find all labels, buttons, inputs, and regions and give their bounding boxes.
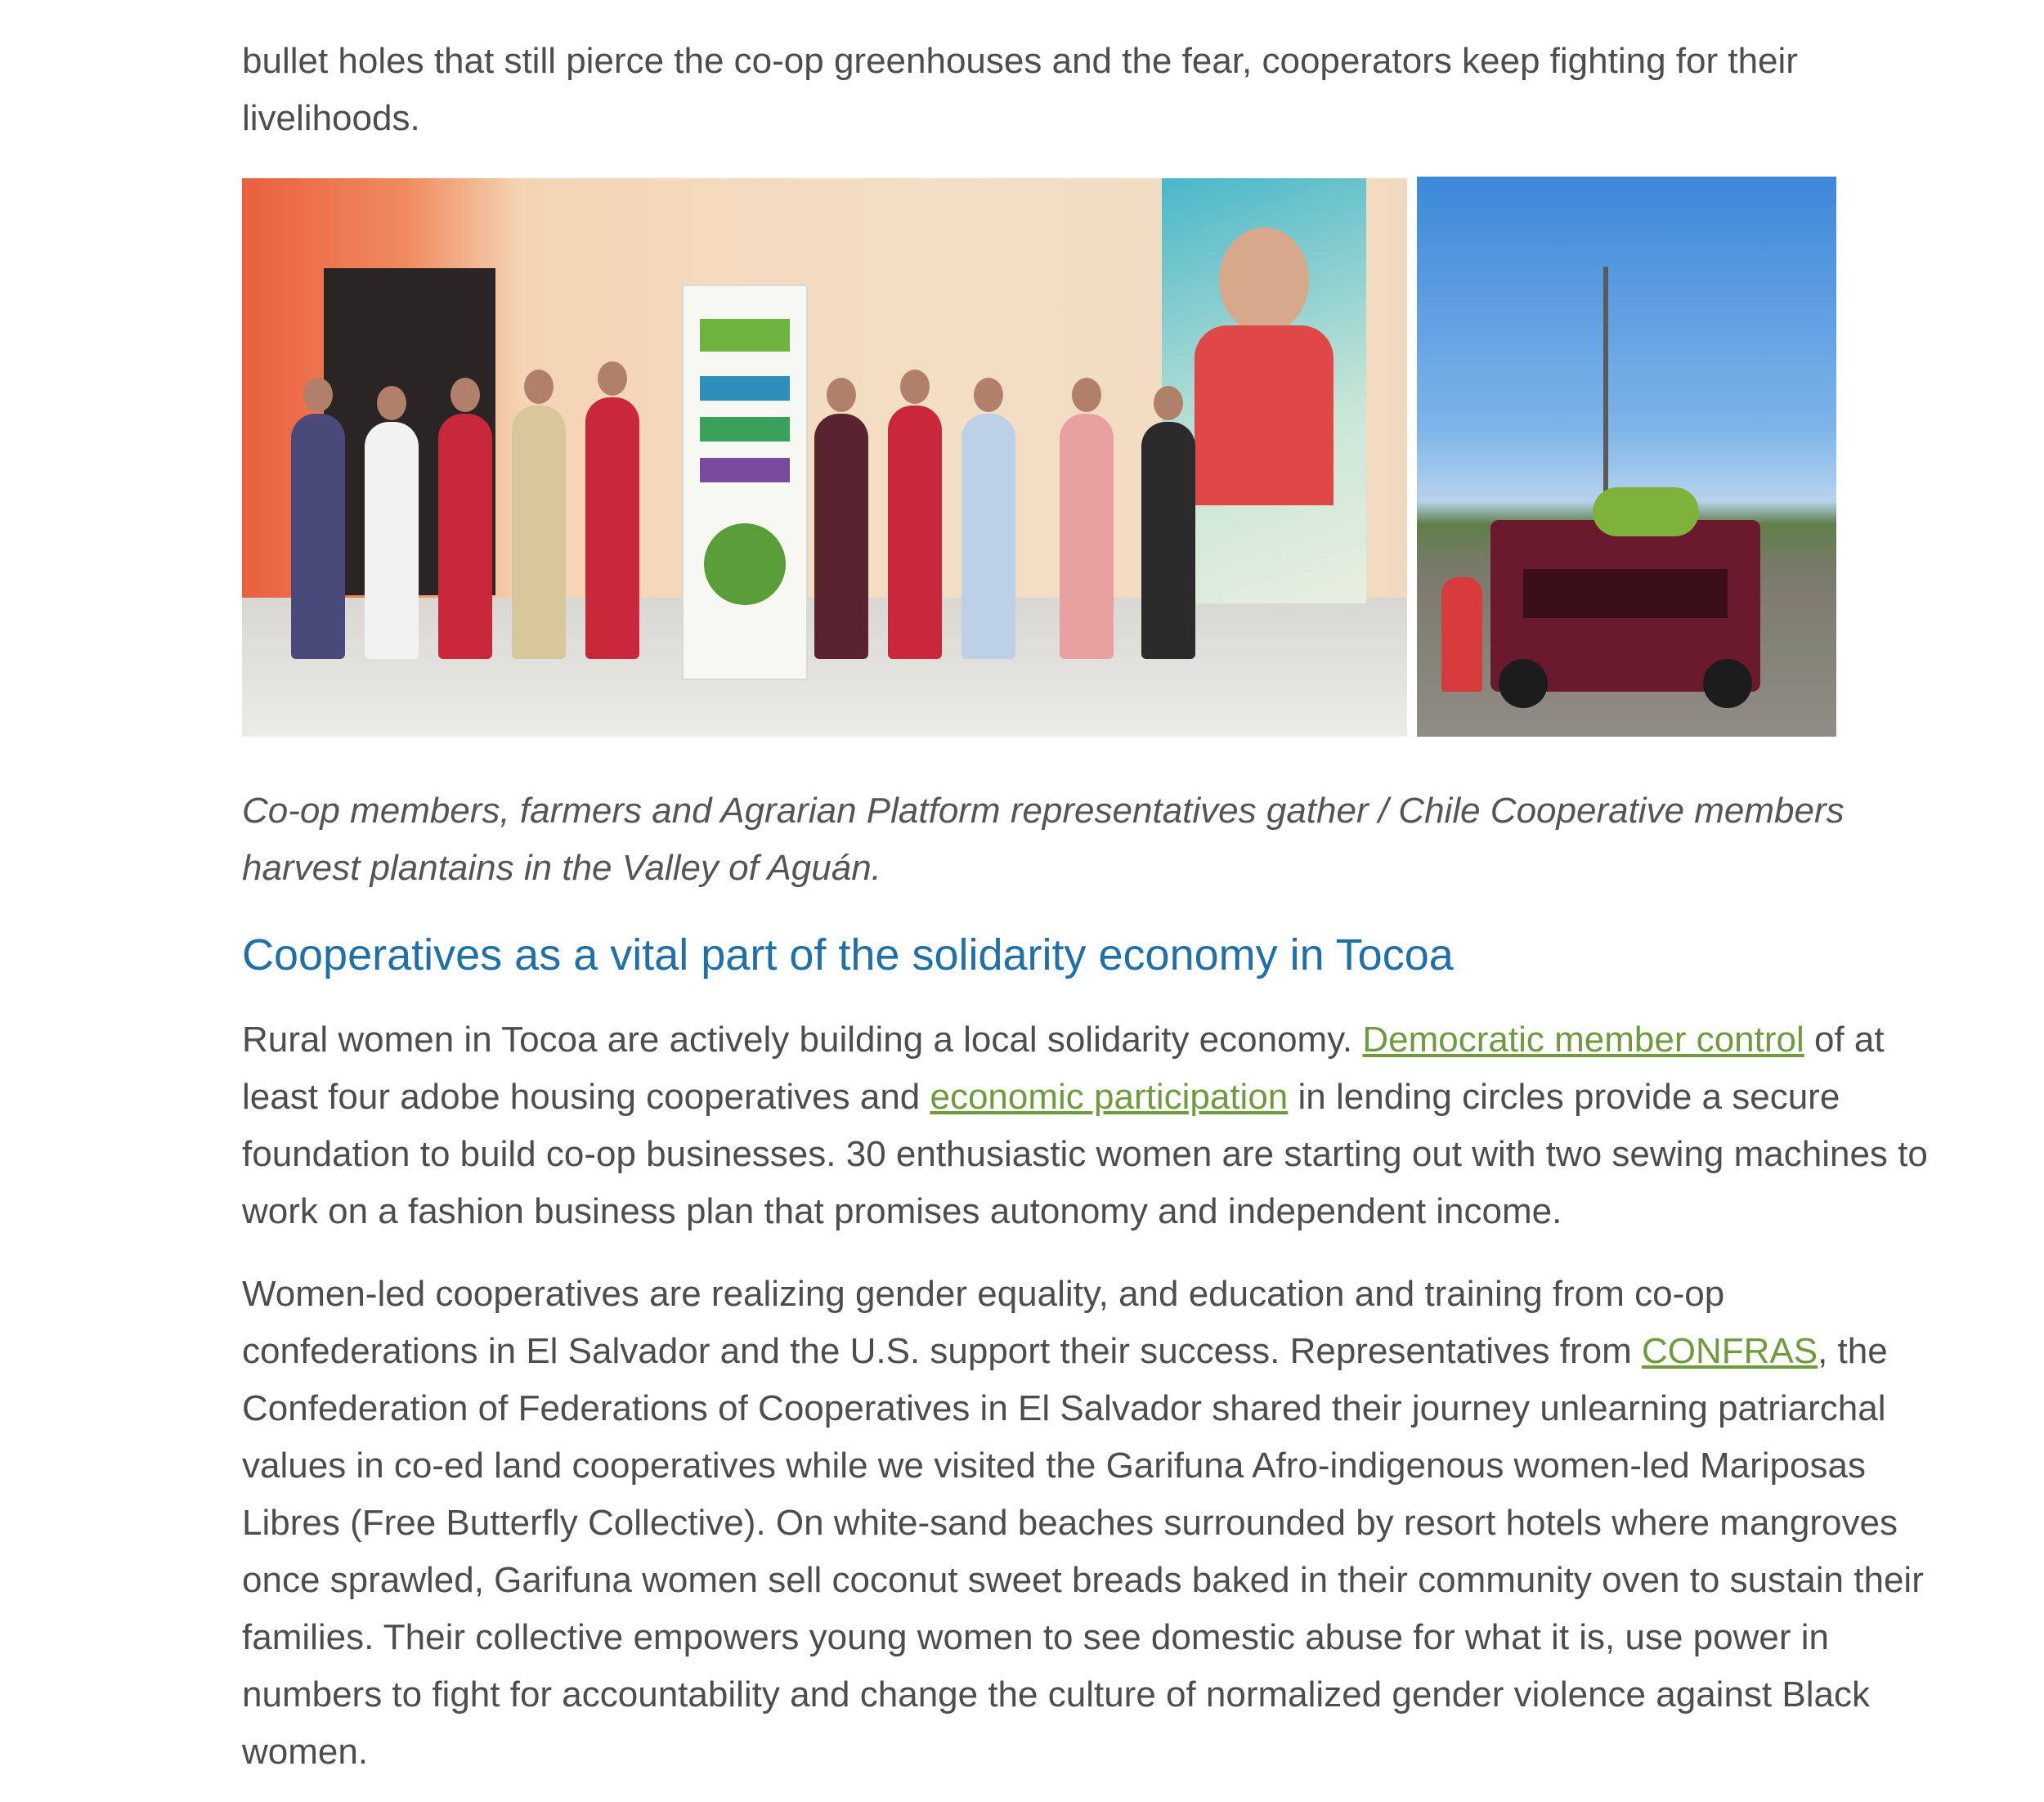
section-heading: Cooperatives as a vital part of the solidarity economy in Tocoa bbox=[242, 930, 1454, 979]
person bbox=[438, 414, 492, 659]
person bbox=[961, 414, 1015, 659]
person bbox=[1060, 414, 1114, 659]
person bbox=[1441, 577, 1482, 692]
group-photo bbox=[242, 178, 1407, 737]
paragraph-text: of at least four adobe housing cooperatives and bbox=[242, 1020, 1885, 1117]
caption-text: Co-op members, farmers and Agrarian Platform representatives gather / Chile Cooperative members harvest plantains in the Valley of Aguán. bbox=[242, 791, 1845, 888]
person bbox=[512, 406, 566, 659]
person bbox=[291, 414, 345, 659]
paragraph-women-led-cooperatives bbox=[242, 1266, 1943, 1781]
paragraph-text: , the Confederation of Federations of Cooperatives in El Salvador shared their journey unlearning patriarchal values in co-ed land cooperatives while we visited the Garifuna Afro-indigenous women-led Mariposas Libres (Free Butterfly Collective). On white-sand beaches surrounded by resort hotels where mangroves once sprawled, Garifuna women sell coconut sweet breads baked in their community oven to sustain their families. Their collective empowers young women to see domestic abuse for what it is, use power in numbers to fight for accountability and change the culture of normalized gender violence against Black women. bbox=[242, 1331, 1924, 1772]
field-photo bbox=[1417, 177, 1836, 737]
confras-link[interactable]: CONFRAS bbox=[1641, 1331, 1818, 1371]
paragraph-text: Rural women in Tocoa are actively building a local solidarity economy. bbox=[242, 1020, 1363, 1060]
democratic-member-control-link[interactable]: Democratic member control bbox=[1362, 1020, 1804, 1060]
paragraph-solidarity-economy bbox=[242, 1011, 1943, 1240]
pickup-truck bbox=[1490, 520, 1760, 692]
person bbox=[814, 414, 868, 659]
economic-participation-link[interactable]: economic participation bbox=[930, 1077, 1289, 1117]
person bbox=[365, 422, 419, 659]
intro-text: bullet holes that still pierce the co-op greenhouses and the fear, cooperators keep fighting for their livelihoods. bbox=[242, 41, 1798, 138]
paragraph-text: Women-led cooperatives are realizing gender equality, and education and training from co-op confederations in El Salvador and the U.S. support their success. Representatives from bbox=[242, 1274, 1725, 1371]
intro-paragraph bbox=[242, 33, 1943, 147]
person bbox=[585, 397, 639, 659]
person bbox=[888, 406, 942, 659]
plantain-bunch bbox=[1593, 487, 1699, 536]
person bbox=[1141, 422, 1195, 659]
platform-banner bbox=[682, 285, 808, 680]
photo-caption bbox=[242, 782, 1943, 897]
paragraph-text: in lending circles provide a secure foundation to build co-op businesses. 30 enthusiastic women are starting out with two sewing machines to work on a fashion business plan that promises autonomy and independent income. bbox=[242, 1077, 1928, 1231]
